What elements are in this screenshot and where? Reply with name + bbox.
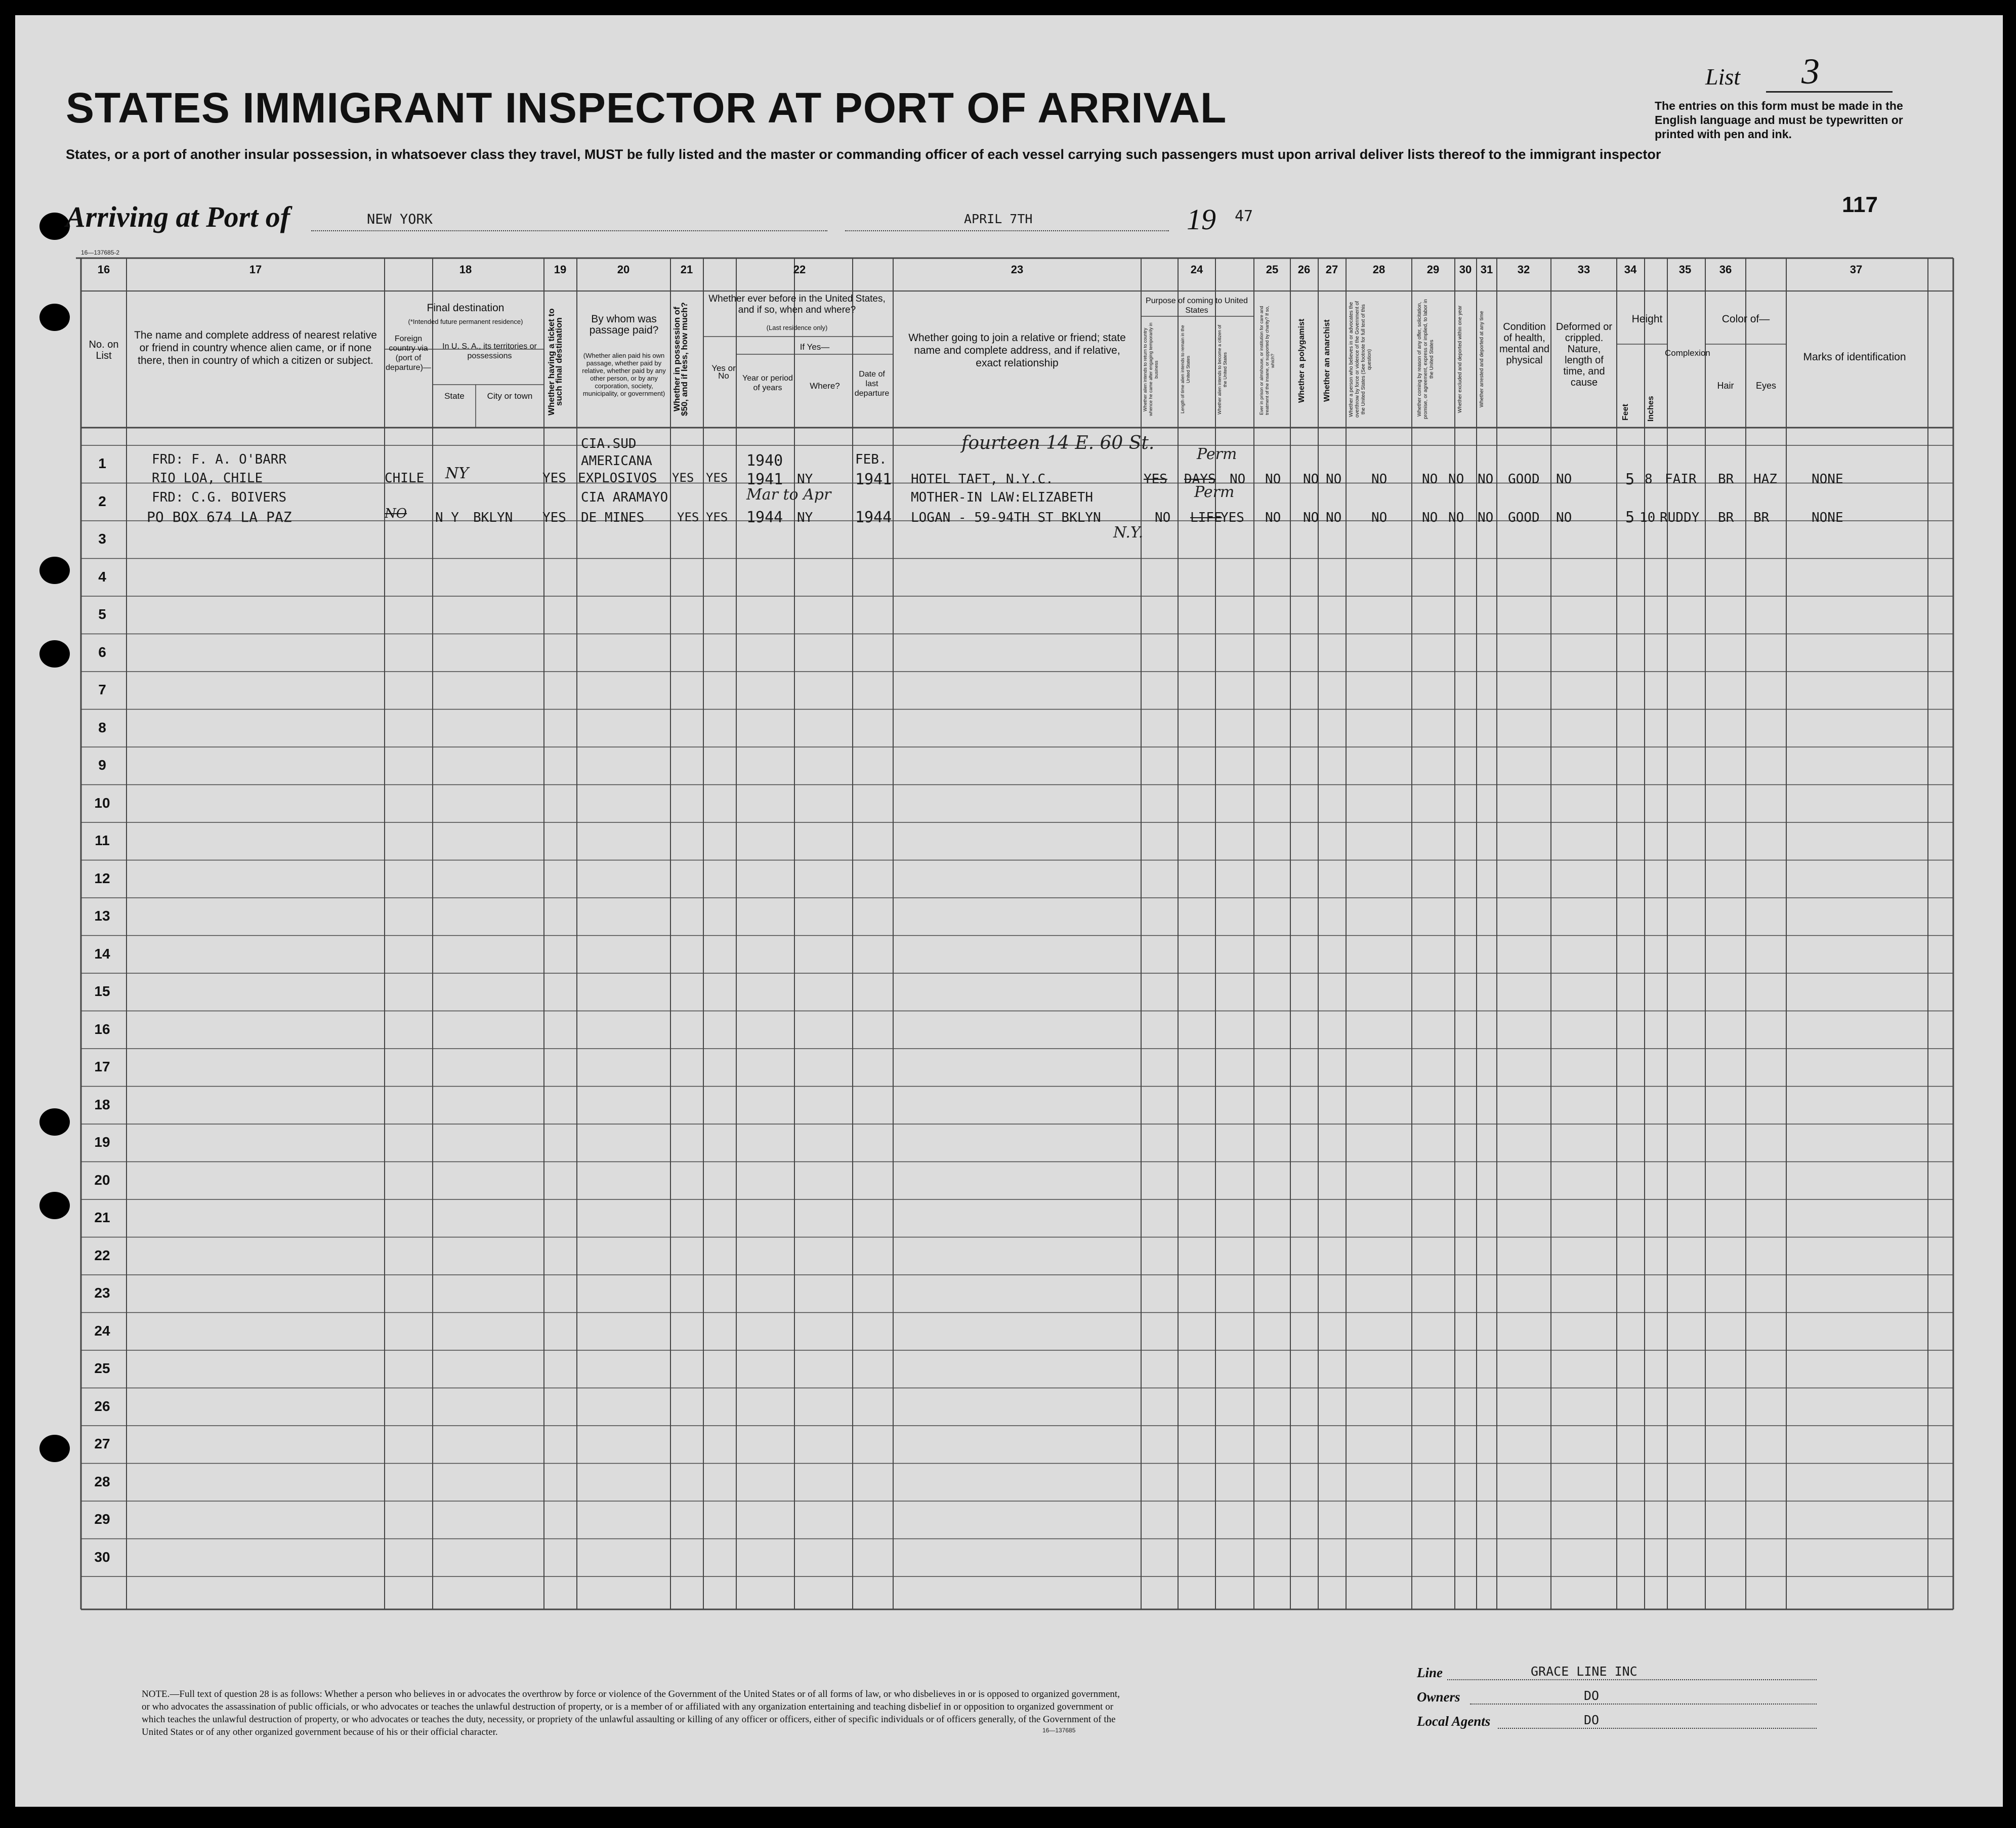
header-purpose-b: Length of time alien intends to remain in the United States <box>1180 325 1191 414</box>
column-number: 36 <box>1719 263 1732 276</box>
row1-possession: YES <box>672 471 694 485</box>
header-final-destination-sub: (*Intended future permanent residence) <box>408 318 523 325</box>
row-number: 3 <box>98 531 106 547</box>
footer-form-code: 16—137685 <box>1042 1727 1076 1734</box>
port-value: NEW YORK <box>367 212 433 227</box>
row1-ticket: YES <box>542 471 566 486</box>
row2-paid-line2: DE MINES <box>581 510 645 525</box>
row2-purpose-length: LIFE <box>1190 510 1222 525</box>
row-number: 9 <box>98 757 106 773</box>
row1-arrested: NO <box>1478 472 1494 487</box>
row2-health: GOOD <box>1508 510 1540 525</box>
row-number: 13 <box>94 908 110 924</box>
column-number: 33 <box>1577 263 1590 276</box>
column-number: 32 <box>1517 263 1530 276</box>
row2-paid-line1: CIA ARAMAYO <box>581 490 668 505</box>
row-number: 6 <box>98 644 106 660</box>
header-anarchist: Whether an anarchist <box>1323 319 1331 402</box>
row1-join-annotation: fourteen 14 E. 60 St. <box>961 433 1155 453</box>
header-ticket: Whether having a ticket to such final destination <box>547 308 564 416</box>
row1-prison: NO <box>1265 472 1281 487</box>
header-inches: Inches <box>1647 396 1655 422</box>
row1-where: NY <box>797 472 813 487</box>
row1-state: NY <box>445 465 469 482</box>
row2-city: BKLYN <box>473 510 513 525</box>
arriving-label: Arriving at Port of <box>66 200 290 233</box>
row1-date-line1: FEB. <box>855 452 887 467</box>
line-label: Line <box>1417 1665 1443 1680</box>
row1-inches: 8 <box>1645 472 1653 487</box>
row2-date-line2: 1944 <box>855 509 892 526</box>
header-relative: The name and complete address of nearest relative or friend in country whence alien came, or if none there, then in country of which a citizen or subject. <box>134 329 377 366</box>
row1-purpose-citizen: NO <box>1230 472 1246 487</box>
header-date-last: Date of last departure <box>854 370 890 398</box>
header-eyes: Eyes <box>1755 381 1777 391</box>
row1-anarchist: NO <box>1326 472 1342 487</box>
row-number: 4 <box>98 568 106 585</box>
row2-join-relative-line2: LOGAN - 59-94TH ST BKLYN <box>911 510 1101 525</box>
row2-anarchist: NO <box>1326 510 1342 525</box>
column-number: 23 <box>1011 263 1024 276</box>
row2-complexion: RUDDY <box>1660 510 1700 525</box>
row2-eyes: BR <box>1753 510 1770 525</box>
year-prefix: 19 <box>1187 203 1216 236</box>
row1-polygamist: NO <box>1303 472 1319 487</box>
line-value: GRACE LINE INC <box>1531 1664 1637 1679</box>
row2-purpose-return: NO <box>1155 510 1171 525</box>
row2-marks: NONE <box>1812 510 1843 525</box>
row-number: 29 <box>94 1511 110 1527</box>
row-number: 8 <box>98 719 106 735</box>
row-number: 20 <box>94 1172 110 1188</box>
row1-paid-line2: AMERICANA <box>581 453 652 469</box>
header-contract: Whether coming by reason of any offer, solicitation, promise, or agreement, express or implied, to labor in the United States <box>1417 299 1435 420</box>
row-number: 19 <box>94 1134 110 1150</box>
row-number: 28 <box>94 1473 110 1489</box>
page-title: STATES IMMIGRANT INSPECTOR AT PORT OF ARRIVAL <box>66 84 1227 132</box>
column-number: 22 <box>793 263 806 276</box>
header-arrested: Whether arrested and deported at any time <box>1479 311 1485 408</box>
row1-health: GOOD <box>1508 472 1540 487</box>
header-by-whom: By whom was passage paid? <box>589 313 659 336</box>
row1-complexion: FAIR <box>1665 472 1697 487</box>
column-number: 30 <box>1459 263 1472 276</box>
column-number: 26 <box>1297 263 1311 276</box>
row-number: 12 <box>94 870 110 886</box>
header-possession: Whether in possession of $50, and if less, how much? <box>672 302 689 417</box>
list-label: List <box>1705 64 1741 90</box>
row1-year-line2: 1941 <box>746 471 783 488</box>
row1-marks: NONE <box>1812 472 1843 487</box>
header-ever-before: Whether ever before in the United States, and if so, when and where? <box>708 294 886 315</box>
row1-purpose-length-hand: Perm <box>1197 445 1237 463</box>
header-join-relative: Whether going to join a relative or friend; state name and complete address, and if relative, exact relationship <box>908 332 1126 369</box>
row-number: 18 <box>94 1096 110 1112</box>
agents-value: DO <box>1584 1713 1600 1727</box>
row1-eyes: HAZ <box>1753 472 1777 487</box>
header-health: Condition of health, mental and physical <box>1499 321 1549 366</box>
row2-contract: NO <box>1422 510 1438 525</box>
row1-date-line2: 1941 <box>855 471 892 488</box>
header-foreign-country: Foreign country via (port of departure)— <box>386 335 431 372</box>
row1-join-relative: HOTEL TAFT, N.Y.C. <box>911 472 1054 487</box>
page-subtitle: States, or a port of another insular possession, in whatsoever class they travel, MUST be fully listed and the master or commanding officer of each vessel carrying such passengers must upon arrival deliver lists thereof to the immigrant inspector <box>66 147 1661 162</box>
header-by-whom-sub: (Whether alien paid his own passage, whether paid by relative, whether paid by any other person, or by any corporation, society, municipality, or government) <box>582 352 666 397</box>
header-yes-no: Yes or No <box>711 363 736 381</box>
header-where: Where? <box>810 381 840 391</box>
row2-purpose-length-hand: Perm <box>1194 483 1235 501</box>
row2-year-line2: 1944 <box>746 509 783 526</box>
row1-overthrow: NO <box>1371 472 1388 487</box>
header-feet: Feet <box>1621 404 1630 421</box>
column-number: 19 <box>554 263 567 276</box>
row-number: 25 <box>94 1360 110 1376</box>
row1-foreign-country: CHILE <box>385 471 425 486</box>
header-excluded: Whether excluded and deported within one year <box>1457 305 1463 413</box>
row-number: 22 <box>94 1247 110 1263</box>
row2-deformed: NO <box>1556 510 1572 525</box>
row1-deformed: NO <box>1556 472 1572 487</box>
column-number: 24 <box>1190 263 1203 276</box>
row-number: 5 <box>98 606 106 622</box>
column-number: 29 <box>1426 263 1440 276</box>
page-number: 117 <box>1842 192 1878 217</box>
header-height: Height <box>1631 313 1663 325</box>
row-number: 2 <box>98 493 106 509</box>
row-number: 1 <box>98 455 106 471</box>
row1-hair: BR <box>1718 472 1734 487</box>
row2-relative-line2: PO BOX 674 LA PAZ <box>147 509 292 525</box>
column-number: 31 <box>1480 263 1493 276</box>
row2-ever-before: YES <box>706 510 728 524</box>
row2-year-hand: Mar to Apr <box>746 486 831 504</box>
column-number: 17 <box>249 263 262 276</box>
row2-foreign-country: NO <box>385 506 407 521</box>
footnote-question-28: NOTE.—Full text of question 28 is as follows: Whether a person who believes in or advocates the overthrow by force or violence of the Government of the United States or of all forms of law, or who disbelieves in or is opposed to organized government, or who advocates the assassination of public officials, or who advocates or teaches the unlawful destruction of property, or is a member of or affiliated with any organization entertaining and teaching disbelief in or opposition to organized government or which teaches the unlawful destruction of property, or who advocates or teaches the duty, necessity, or propriety of the unlawful assaulting or killing of any officer or officers, either of specific individuals or of officers generally, of the Government of the United States or of any other organized government because of his or their official character. <box>142 1689 1120 1737</box>
row-number: 11 <box>95 833 110 848</box>
header-deformed: Deformed or crippled. Nature, length of time, and cause <box>1556 321 1613 388</box>
header-state: State <box>444 391 465 401</box>
row2-inches: 10 <box>1640 510 1656 525</box>
header-year-period: Year or period of years <box>742 374 793 392</box>
column-number: 18 <box>459 263 472 276</box>
header-purpose: Purpose of coming to United States <box>1146 297 1248 315</box>
row1-ever-before: YES <box>706 471 728 485</box>
row2-where: NY <box>797 510 813 525</box>
header-complexion: Complexion <box>1665 348 1710 358</box>
row1-relative-line1: FRD: F. A. O'BARR <box>152 452 287 467</box>
header-last-residence: (Last residence only) <box>766 324 828 331</box>
row-number: 17 <box>94 1059 110 1074</box>
list-number: 3 <box>1801 51 1820 92</box>
row-number: 24 <box>94 1322 110 1339</box>
row2-excluded: NO <box>1448 510 1464 525</box>
row-number: 10 <box>94 795 110 811</box>
agents-underline <box>1498 1728 1817 1729</box>
row1-relative-line2: RIO LOA, CHILE <box>152 471 263 486</box>
column-number: 25 <box>1266 263 1279 276</box>
row2-hair: BR <box>1718 510 1734 525</box>
row-number: 27 <box>94 1436 110 1451</box>
header-final-destination: Final destination <box>427 302 505 314</box>
owners-label: Owners <box>1417 1689 1460 1705</box>
column-number: 37 <box>1850 263 1863 276</box>
header-color-of: Color of— <box>1721 313 1770 325</box>
row-number: 23 <box>94 1285 110 1301</box>
row2-join-relative: MOTHER-IN LAW:ELIZABETH <box>911 490 1094 505</box>
owners-value: DO <box>1584 1688 1600 1703</box>
row2-join-annotation: N.Y. <box>1113 524 1144 542</box>
row1-purpose-return: YES <box>1144 472 1167 487</box>
row2-state: N Y <box>435 510 459 525</box>
row-number: 21 <box>94 1210 110 1225</box>
row2-polygamist: NO <box>1303 510 1319 525</box>
header-polygamist: Whether a polygamist <box>1297 318 1306 403</box>
row-number: 15 <box>94 983 110 999</box>
header-purpose-c: Whether alien intends to become a citizen of the United States <box>1217 324 1228 414</box>
line-underline <box>1447 1679 1817 1680</box>
row-number: 26 <box>94 1398 110 1414</box>
owners-underline <box>1470 1704 1817 1705</box>
form-code: 16—137685-2 <box>81 249 120 256</box>
row2-possession: YES <box>677 510 699 524</box>
row1-paid-line1: CIA.SUD <box>581 436 637 451</box>
row2-purpose-citizen: YES <box>1221 510 1244 525</box>
row1-year-line1: 1940 <box>746 452 783 470</box>
header-if-yes: If Yes— <box>800 342 830 352</box>
header-overthrow: Whether a person who believes in or advocates the overthrow by force or violence of the Government of the United States (See footnote for full text of this question) <box>1349 301 1372 418</box>
column-number: 35 <box>1678 263 1692 276</box>
column-number: 20 <box>617 263 630 276</box>
row1-purpose-length: DAYS <box>1184 472 1216 487</box>
row-number: 7 <box>98 682 106 697</box>
year-suffix: 47 <box>1235 207 1253 225</box>
column-number: 21 <box>680 263 693 276</box>
header-hair: Hair <box>1717 381 1734 391</box>
header-in-usa: In U. S. A., its territories or possessions <box>442 342 537 360</box>
agents-label: Local Agents <box>1417 1714 1491 1729</box>
form-instructions: The entries on this form must be made in the English language and must be typewritten or printed with pen and ink. <box>1655 99 1903 141</box>
row2-prison: NO <box>1265 510 1281 525</box>
row2-feet: 5 <box>1625 509 1635 526</box>
column-number: 27 <box>1325 263 1338 276</box>
column-number: 28 <box>1372 263 1385 276</box>
date-value: APRIL 7TH <box>964 212 1033 226</box>
column-number: 34 <box>1624 263 1637 276</box>
row1-feet: 5 <box>1625 471 1635 488</box>
header-purpose-a: Whether alien intends to return to country whence he came after engaging temporarily in business <box>1143 322 1159 417</box>
row2-overthrow: NO <box>1371 510 1388 525</box>
row-number: 16 <box>94 1021 110 1037</box>
header-marks: Marks of identification <box>1803 351 1906 363</box>
row1-paid-line3: EXPLOSIVOS <box>578 471 657 486</box>
header-city: City or town <box>487 391 533 401</box>
row1-excluded: NO <box>1448 472 1464 487</box>
row2-ticket: YES <box>542 510 566 525</box>
row1-contract: NO <box>1422 472 1438 487</box>
header-prison: Ever in prison or almshouse, or institution for care and treatment of the insane, or supported by charity? If so, which? <box>1259 306 1275 416</box>
row2-arrested: NO <box>1478 510 1494 525</box>
row-number: 30 <box>94 1549 110 1565</box>
row-number: 14 <box>94 945 110 962</box>
row2-relative-line1: FRD: C.G. BOIVERS <box>152 490 287 505</box>
column-number: 16 <box>97 263 110 276</box>
header-no-on-list: No. on List <box>89 339 119 361</box>
